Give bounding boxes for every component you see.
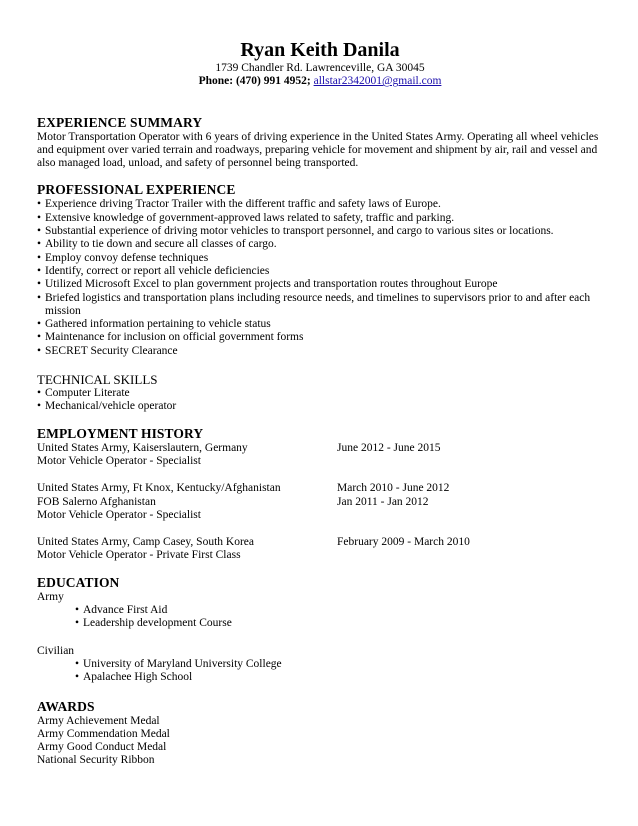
candidate-name: Ryan Keith Danila xyxy=(240,39,400,61)
awards-section xyxy=(37,699,603,768)
job-row xyxy=(37,536,603,549)
contact-line xyxy=(37,75,603,88)
list-item: • Gathered information pertaining to vehicle status xyxy=(37,318,603,331)
job-title: Motor Vehicle Operator - Private First Class xyxy=(37,549,241,562)
section-heading-professional: PROFESSIONAL EXPERIENCE xyxy=(37,182,236,198)
education-group-label: Civilian xyxy=(37,644,75,657)
job-row xyxy=(37,549,603,562)
job-row xyxy=(37,482,603,495)
education-list xyxy=(37,604,603,631)
section-heading-education: EDUCATION xyxy=(37,574,120,590)
job-employer: United States Army, Ft Knox, Kentucky/Afghanistan xyxy=(37,482,281,495)
summary-text: Motor Transportation Operator with 6 years of driving experience in the United States Army. Operating all wheel vehicles and equipment over varied terrain and roadways, preparing vehicle for movement and shipment by air, rail and vessel and also managed load, unload, and safety of personnel being transported. xyxy=(37,130,599,170)
education-group-label: Army xyxy=(37,590,64,603)
job-dates xyxy=(337,455,603,468)
list-item: • Substantial experience of driving motor vehicles to transport personnel, and cargo to various sites or locations. xyxy=(37,225,603,238)
employment-history-section xyxy=(37,426,603,563)
list-item: • Utilized Microsoft Excel to plan government projects and transportation routes throughout Europe xyxy=(37,278,603,291)
list-item: • University of Maryland University College xyxy=(37,658,603,671)
job-title: Motor Vehicle Operator - Specialist xyxy=(37,454,201,467)
list-item: • Experience driving Tractor Trailer with the different traffic and safety laws of Europe. xyxy=(37,198,603,211)
job-entry xyxy=(37,482,603,522)
professional-experience-section xyxy=(37,182,603,358)
job-row xyxy=(37,509,603,522)
education-section xyxy=(37,575,603,685)
contact-separator: ; xyxy=(306,75,314,88)
list-item: • Mechanical/vehicle operator xyxy=(37,400,603,413)
section-heading-employment: EMPLOYMENT HISTORY xyxy=(37,425,204,441)
job-title: Motor Vehicle Operator - Specialist xyxy=(37,508,201,521)
job-row xyxy=(37,442,603,455)
list-item: • Extensive knowledge of government-approved laws related to safety, traffic and parking. xyxy=(37,212,603,225)
email-link[interactable]: allstar2342001@gmail.com xyxy=(313,75,442,88)
job-dates: February 2009 - March 2010 xyxy=(337,536,470,549)
job-dates xyxy=(337,509,603,522)
experience-summary-section xyxy=(37,115,603,171)
address-line: 1739 Chandler Rd. Lawrenceville, GA 30045 xyxy=(215,62,425,74)
list-item: • Employ convoy defense techniques xyxy=(37,252,603,265)
job-entry xyxy=(37,536,603,563)
job-dates: March 2010 - June 2012 xyxy=(337,482,450,495)
job-employer: United States Army, Kaiserslautern, Germany xyxy=(37,441,248,454)
list-item: • SECRET Security Clearance xyxy=(37,345,603,358)
list-item: • Briefed logistics and transportation plans including resource needs, and timelines to supervisors prior to and after each mission xyxy=(37,292,603,319)
list-item: • Advance First Aid xyxy=(37,604,603,617)
job-entry xyxy=(37,442,603,469)
list-item: • Apalachee High School xyxy=(37,671,603,684)
list-item: • Identify, correct or report all vehicle deficiencies xyxy=(37,265,603,278)
job-dates: June 2012 - June 2015 xyxy=(337,441,441,454)
job-location: FOB Salerno Afghanistan xyxy=(37,495,156,508)
job-dates xyxy=(337,549,603,562)
education-list xyxy=(37,658,603,685)
list-item: • Ability to tie down and secure all classes of cargo. xyxy=(37,238,603,251)
list-item: • Leadership development Course xyxy=(37,617,603,630)
list-item: • Maintenance for inclusion on official government forms xyxy=(37,331,603,344)
award-item: Army Achievement Medal xyxy=(37,714,160,727)
section-heading-technical: TECHNICAL SKILLS xyxy=(37,372,158,388)
job-row xyxy=(37,496,603,509)
technical-skills-section xyxy=(37,372,603,414)
section-heading-awards: AWARDS xyxy=(37,698,95,714)
technical-list xyxy=(37,387,603,414)
professional-list xyxy=(37,198,603,358)
phone-number: Phone: (470) 991 4952 xyxy=(198,75,307,88)
job-dates: Jan 2011 - Jan 2012 xyxy=(337,495,429,508)
award-item: Army Good Conduct Medal xyxy=(37,741,167,754)
resume-page xyxy=(37,38,603,768)
job-employer: United States Army, Camp Casey, South Korea xyxy=(37,536,254,549)
award-item: Army Commendation Medal xyxy=(37,727,170,740)
award-item: National Security Ribbon xyxy=(37,754,155,767)
job-row xyxy=(37,455,603,468)
list-item: • Computer Literate xyxy=(37,387,603,400)
section-heading-summary: EXPERIENCE SUMMARY xyxy=(37,114,203,130)
